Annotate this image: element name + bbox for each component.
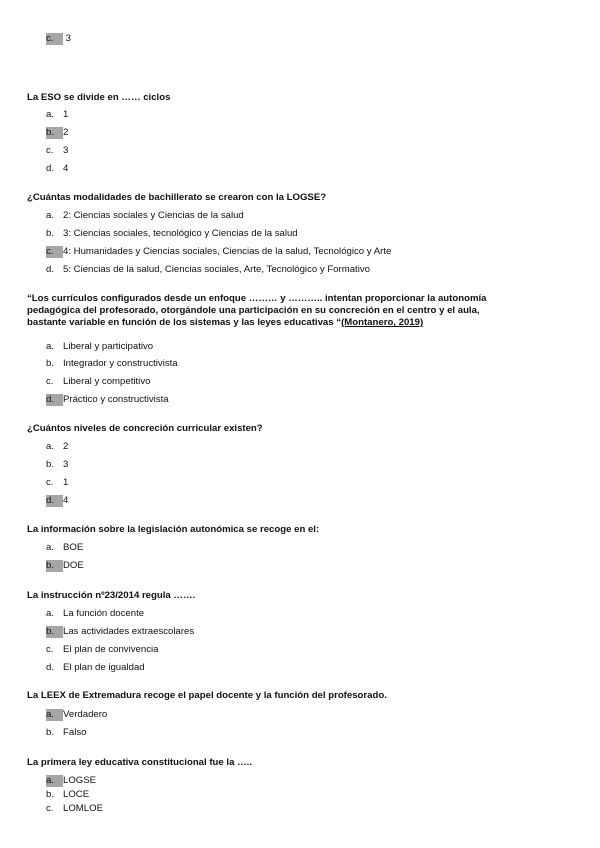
list-item: [46, 145, 68, 157]
option-letter: a.: [46, 441, 55, 452]
option-text: Práctico y constructivista: [63, 394, 169, 405]
list-item: [46, 775, 96, 787]
option-text: 2: [63, 127, 69, 138]
option-text: Liberal y competitivo: [63, 376, 151, 387]
option-text: LOMLOE: [63, 803, 103, 814]
question-title: La información sobre la legislación autonómica se recoge en el:: [27, 524, 320, 535]
question-title: ¿Cuántas modalidades de bachillerato se crearon con la LOGSE?: [27, 192, 327, 203]
list-item: [46, 127, 68, 139]
option-text: DOE: [63, 560, 84, 571]
option-text: 4: [63, 495, 69, 506]
option-text: 3: [65, 33, 72, 44]
list-item: [46, 727, 86, 739]
option-letter: c.: [46, 803, 54, 814]
option-text: LOCE: [63, 789, 90, 800]
list-item: [46, 459, 68, 471]
option-letter: a.: [46, 775, 63, 787]
option-text: 4: [63, 163, 69, 174]
option-letter: a.: [46, 210, 55, 221]
list-item: [46, 477, 68, 489]
option-text: Liberal y participativo: [63, 341, 154, 352]
question-line: bastante variable en función de los sistemas y las leyes educativas “(Montanero, 2019): [27, 317, 424, 328]
option-text: BOE: [63, 542, 84, 553]
list-item: [46, 789, 89, 801]
option-letter: c.: [46, 145, 54, 156]
option-text: 2: [63, 441, 69, 452]
option-letter: c.: [46, 477, 54, 488]
list-item: [46, 341, 153, 353]
list-item: [46, 358, 178, 370]
option-letter: a.: [46, 109, 55, 120]
question-title: ¿Cuántos niveles de concreción curricular existen?: [27, 423, 263, 434]
option-text: Falso: [63, 727, 87, 738]
option-text: El plan de convivencia: [63, 644, 159, 655]
option-letter: a.: [46, 542, 55, 553]
option-letter: b.: [46, 727, 55, 738]
question-title: La ESO se divide en …… ciclos: [27, 92, 171, 103]
question-line: “Los currículos configurados desde un enfoque ……… y ……….. intentan proporcionar la autonomía: [27, 293, 487, 304]
list-item: [46, 626, 194, 638]
list-item: [46, 495, 68, 507]
option-letter: c.: [46, 376, 54, 387]
option-letter: c.: [46, 644, 54, 655]
option-letter: d.: [46, 662, 55, 673]
list-item: [46, 608, 144, 620]
list-item: [46, 210, 244, 222]
option-text: La función docente: [63, 608, 145, 619]
option-letter: b.: [46, 358, 55, 369]
option-letter: b.: [46, 626, 63, 638]
option-letter: d.: [46, 264, 55, 275]
option-letter: a.: [46, 341, 55, 352]
list-item: [46, 644, 158, 656]
option-letter: b.: [46, 789, 55, 800]
option-text: 1: [63, 109, 69, 120]
option-letter: b.: [46, 127, 63, 139]
option-text: 1: [63, 477, 69, 488]
question-title: La primera ley educativa constitucional fue la …..: [27, 757, 252, 768]
option-text: 3: Ciencias sociales, tecnológico y Ciencias de la salud: [63, 228, 298, 239]
option-letter: b.: [46, 459, 55, 470]
option-letter: b.: [46, 228, 55, 239]
list-item: [46, 163, 68, 175]
question-line: pedagógica del profesorado, otorgándole una participación en su concreción en el centro y el aula,: [27, 305, 480, 316]
list-item: [46, 803, 103, 815]
option-text: Integrador y constructivista: [63, 358, 178, 369]
option-letter: b.: [46, 560, 63, 572]
list-item: [46, 542, 83, 554]
option-text: El plan de igualdad: [63, 662, 145, 673]
question-title: La LEEX de Extremadura recoge el papel docente y la función del profesorado.: [27, 690, 387, 701]
option-letter: a.: [46, 608, 55, 619]
option-text: 2: Ciencias sociales y Ciencias de la salud: [63, 210, 244, 221]
option-text: Verdadero: [63, 709, 108, 720]
question-title: [27, 293, 580, 329]
list-item: [46, 709, 107, 721]
list-item: [46, 662, 145, 674]
question-title: La instrucción nº23/2014 regula …….: [27, 590, 196, 601]
option-letter: c.: [46, 33, 63, 45]
option-text: LOGSE: [63, 775, 97, 786]
option-letter: c.: [46, 246, 63, 258]
list-item: [46, 376, 150, 388]
option-text: 3: [63, 145, 69, 156]
list-item: [46, 246, 391, 258]
list-item: [46, 264, 370, 276]
option-text: 5: Ciencias de la salud, Ciencias sociales, Arte, Tecnológico y Formativo: [63, 264, 370, 275]
option-letter: d.: [46, 495, 63, 507]
option-letter: d.: [46, 394, 63, 406]
option-letter: d.: [46, 163, 55, 174]
option-text: 4: Humanidades y Ciencias sociales, Ciencias de la salud, Tecnológico y Arte: [63, 246, 392, 257]
list-item: [46, 228, 298, 240]
list-item: [46, 394, 169, 406]
option-letter: a.: [46, 709, 63, 721]
list-item: [46, 560, 84, 572]
list-item: [46, 109, 68, 121]
option-text: 3: [63, 459, 69, 470]
list-item: [46, 441, 68, 453]
list-item: [46, 33, 71, 45]
option-text: Las actividades extraescolares: [63, 626, 195, 637]
citation-link: (Montanero, 2019): [341, 317, 424, 328]
